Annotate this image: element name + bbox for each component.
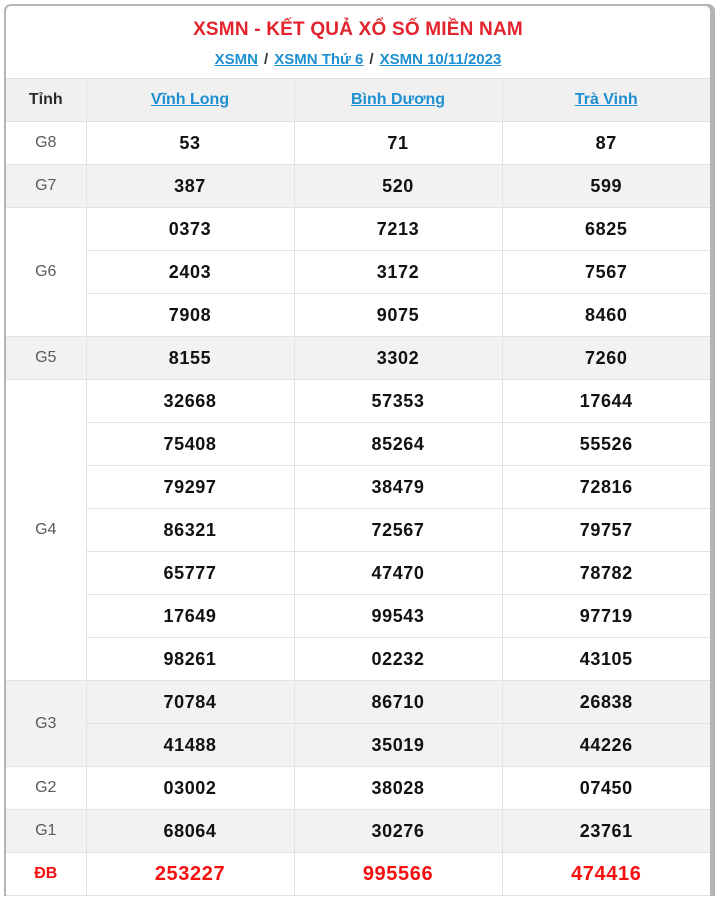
prize-value: 75408 — [86, 423, 294, 466]
breadcrumb — [6, 50, 710, 70]
prize-value: 9075 — [294, 294, 502, 337]
prize-row — [6, 466, 710, 509]
prize-value: 23761 — [502, 810, 710, 853]
prize-row — [6, 165, 710, 208]
province-link-binh-duong[interactable]: Bình Dương — [350, 91, 446, 108]
results-table — [6, 78, 710, 896]
prize-value: 38028 — [294, 767, 502, 810]
card-header — [6, 6, 710, 78]
prize-value: 30276 — [294, 810, 502, 853]
breadcrumb-link-weekday[interactable]: XSMN Thứ 6 — [274, 51, 364, 68]
results-card — [4, 4, 712, 896]
province-header — [502, 79, 710, 122]
prize-value: 7567 — [502, 251, 710, 294]
prize-row — [6, 294, 710, 337]
prize-value: 26838 — [502, 681, 710, 724]
table-header-row — [6, 79, 710, 122]
prize-value: 79297 — [86, 466, 294, 509]
prize-value: 72567 — [294, 509, 502, 552]
province-header — [86, 79, 294, 122]
prize-value: 17644 — [502, 380, 710, 423]
prize-row — [6, 423, 710, 466]
prize-value: 43105 — [502, 638, 710, 681]
prize-row — [6, 251, 710, 294]
province-header — [294, 79, 502, 122]
province-link-tra-vinh[interactable]: Trà Vinh — [574, 91, 638, 108]
prize-label: G8 — [6, 122, 86, 165]
prize-label: G3 — [6, 681, 86, 767]
prize-value: 599 — [502, 165, 710, 208]
prize-label: G7 — [6, 165, 86, 208]
prize-value: 253227 — [86, 853, 294, 896]
prize-value: 2403 — [86, 251, 294, 294]
province-column-label: Tỉnh — [6, 79, 86, 122]
province-link-vinh-long[interactable]: Vĩnh Long — [150, 91, 230, 108]
prize-value: 65777 — [86, 552, 294, 595]
prize-value: 7908 — [86, 294, 294, 337]
prize-row — [6, 638, 710, 681]
prize-value: 47470 — [294, 552, 502, 595]
prize-value: 41488 — [86, 724, 294, 767]
prize-row — [6, 767, 710, 810]
prize-value: 02232 — [294, 638, 502, 681]
prize-value: 3302 — [294, 337, 502, 380]
prize-row — [6, 810, 710, 853]
prize-value: 98261 — [86, 638, 294, 681]
prize-value: 79757 — [502, 509, 710, 552]
prize-value: 7260 — [502, 337, 710, 380]
prize-value: 3172 — [294, 251, 502, 294]
prize-value: 72816 — [502, 466, 710, 509]
breadcrumb-separator: / — [264, 51, 269, 68]
prize-row — [6, 595, 710, 638]
prize-value: 70784 — [86, 681, 294, 724]
prize-value: 03002 — [86, 767, 294, 810]
prize-label: G1 — [6, 810, 86, 853]
prize-value: 7213 — [294, 208, 502, 251]
results-body — [6, 122, 710, 896]
prize-value: 87 — [502, 122, 710, 165]
prize-value: 68064 — [86, 810, 294, 853]
prize-value: 6825 — [502, 208, 710, 251]
prize-value: 86710 — [294, 681, 502, 724]
prize-label: ĐB — [6, 853, 86, 896]
breadcrumb-separator: / — [369, 51, 374, 68]
breadcrumb-link-xsmn[interactable]: XSMN — [214, 51, 259, 68]
prize-row — [6, 853, 710, 896]
prize-row — [6, 724, 710, 767]
prize-value: 32668 — [86, 380, 294, 423]
prize-value: 85264 — [294, 423, 502, 466]
page-title: XSMN - KẾT QUẢ XỔ SỐ MIỀN NAM — [193, 19, 523, 40]
prize-row — [6, 380, 710, 423]
prize-label: G4 — [6, 380, 86, 681]
prize-row — [6, 681, 710, 724]
prize-value: 57353 — [294, 380, 502, 423]
prize-value: 07450 — [502, 767, 710, 810]
prize-row — [6, 509, 710, 552]
prize-value: 8460 — [502, 294, 710, 337]
prize-value: 78782 — [502, 552, 710, 595]
prize-value: 0373 — [86, 208, 294, 251]
prize-row — [6, 122, 710, 165]
prize-row — [6, 552, 710, 595]
prize-value: 55526 — [502, 423, 710, 466]
prize-value: 97719 — [502, 595, 710, 638]
prize-row — [6, 337, 710, 380]
prize-value: 474416 — [502, 853, 710, 896]
prize-value: 86321 — [86, 509, 294, 552]
prize-label: G2 — [6, 767, 86, 810]
prize-value: 44226 — [502, 724, 710, 767]
prize-value: 35019 — [294, 724, 502, 767]
prize-value: 17649 — [86, 595, 294, 638]
prize-value: 99543 — [294, 595, 502, 638]
prize-value: 71 — [294, 122, 502, 165]
prize-value: 995566 — [294, 853, 502, 896]
prize-value: 387 — [86, 165, 294, 208]
prize-value: 53 — [86, 122, 294, 165]
prize-label: G6 — [6, 208, 86, 337]
prize-value: 8155 — [86, 337, 294, 380]
prize-value: 38479 — [294, 466, 502, 509]
prize-value: 520 — [294, 165, 502, 208]
breadcrumb-link-date[interactable]: XSMN 10/11/2023 — [379, 51, 502, 68]
prize-row — [6, 208, 710, 251]
prize-label: G5 — [6, 337, 86, 380]
